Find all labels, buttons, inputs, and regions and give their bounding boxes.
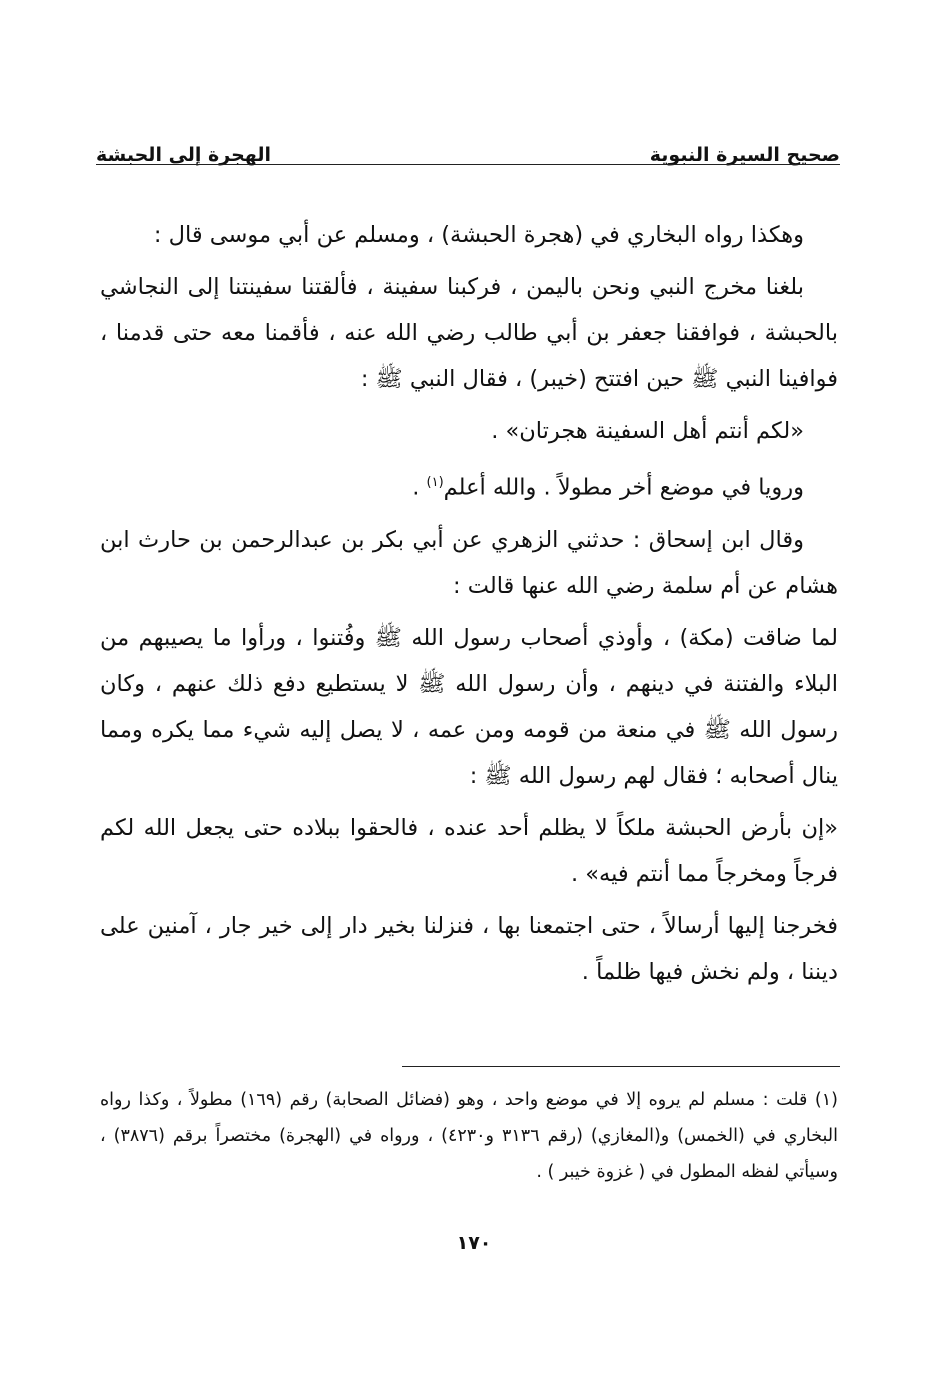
paragraph-4-end: .	[412, 474, 427, 501]
main-text	[100, 212, 838, 1001]
footnotes	[100, 1082, 838, 1190]
paragraph-6: لما ضاقت (مكة) ، وأوذي أصحاب رسول الله ﷺ وفُتنوا ، ورأوا ما يصيبهم من البلاء والفتنة في دينهم ، وأن رسول الله ﷺ لا يستطيع دفع ذلك عنهم ، وكان رسول الله ﷺ في منعة من قومه ومن عمه ، لا يصل إليه شيء مما يكره ومما ينال أصحابه ؛ فقال لهم رسول الله ﷺ :	[100, 624, 838, 789]
header-rule	[96, 164, 840, 165]
chapter-title: الهجرة إلى الحبشة	[96, 144, 271, 166]
footnote-ref: (١)	[426, 475, 444, 490]
paragraph-1: وهكذا رواه البخاري في (هجرة الحبشة) ، ومسلم عن أبي موسى قال :	[153, 222, 804, 248]
paragraph-5: وقال ابن إسحاق : حدثني الزهري عن أبي بكر بن عبدالرحمن بن حارث ابن هشام عن أم سلمة رضي الله عنها قالت :	[100, 526, 838, 599]
paragraph-4	[100, 460, 838, 511]
footnote-rule	[402, 1066, 840, 1067]
paragraph-4-text: ورويا في موضع أخر مطولاً . والله أعلم	[443, 474, 804, 501]
book-title: صحيح السيرة النبوية	[649, 144, 840, 166]
page-number: ١٧٠	[456, 1232, 492, 1254]
paragraph-3: «لكم أنتم أهل السفينة هجرتان» .	[491, 418, 804, 444]
paragraph-7: «إن بأرض الحبشة ملكاً لا يظلم أحد عنده ، فالحقوا ببلاده حتى يجعل الله لكم فرجاً ومخرجاً مما أنتم فيه» .	[100, 814, 838, 887]
paragraph-2: بلغنا مخرج النبي ونحن باليمن ، فركبنا سفينة ، فألقتنا سفينتنا إلى النجاشي بالحبشة ، فوافقنا جعفر بن أبي طالب رضي الله عنه ، فأقمنا معه حتى قدمنا ، فوافينا النبي ﷺ حين افتتح (خيبر) ، فقال النبي ﷺ :	[100, 274, 838, 392]
running-header	[96, 126, 840, 166]
paragraph-8: فخرجنا إليها أرسالاً ، حتى اجتمعنا بها ، فنزلنا بخير دار إلى خير جار ، آمنين على ديننا ، ولم نخش فيها ظلماً .	[100, 912, 838, 985]
footnote-1: (١) قلت : مسلم لم يروه إلا في موضع واحد ، وهو (فضائل الصحابة) رقم (١٦٩) مطولاً ، وكذا رواه البخاري في (الخمس) و(المغازي) (رقم ٣١٣٦ و٤٢٣٠) ، ورواه في (الهجرة) مختصراً برقم (٣٨٧٦) ، وسيأتي لفظه المطول في ( غزوة خيبر ) .	[100, 1090, 839, 1182]
